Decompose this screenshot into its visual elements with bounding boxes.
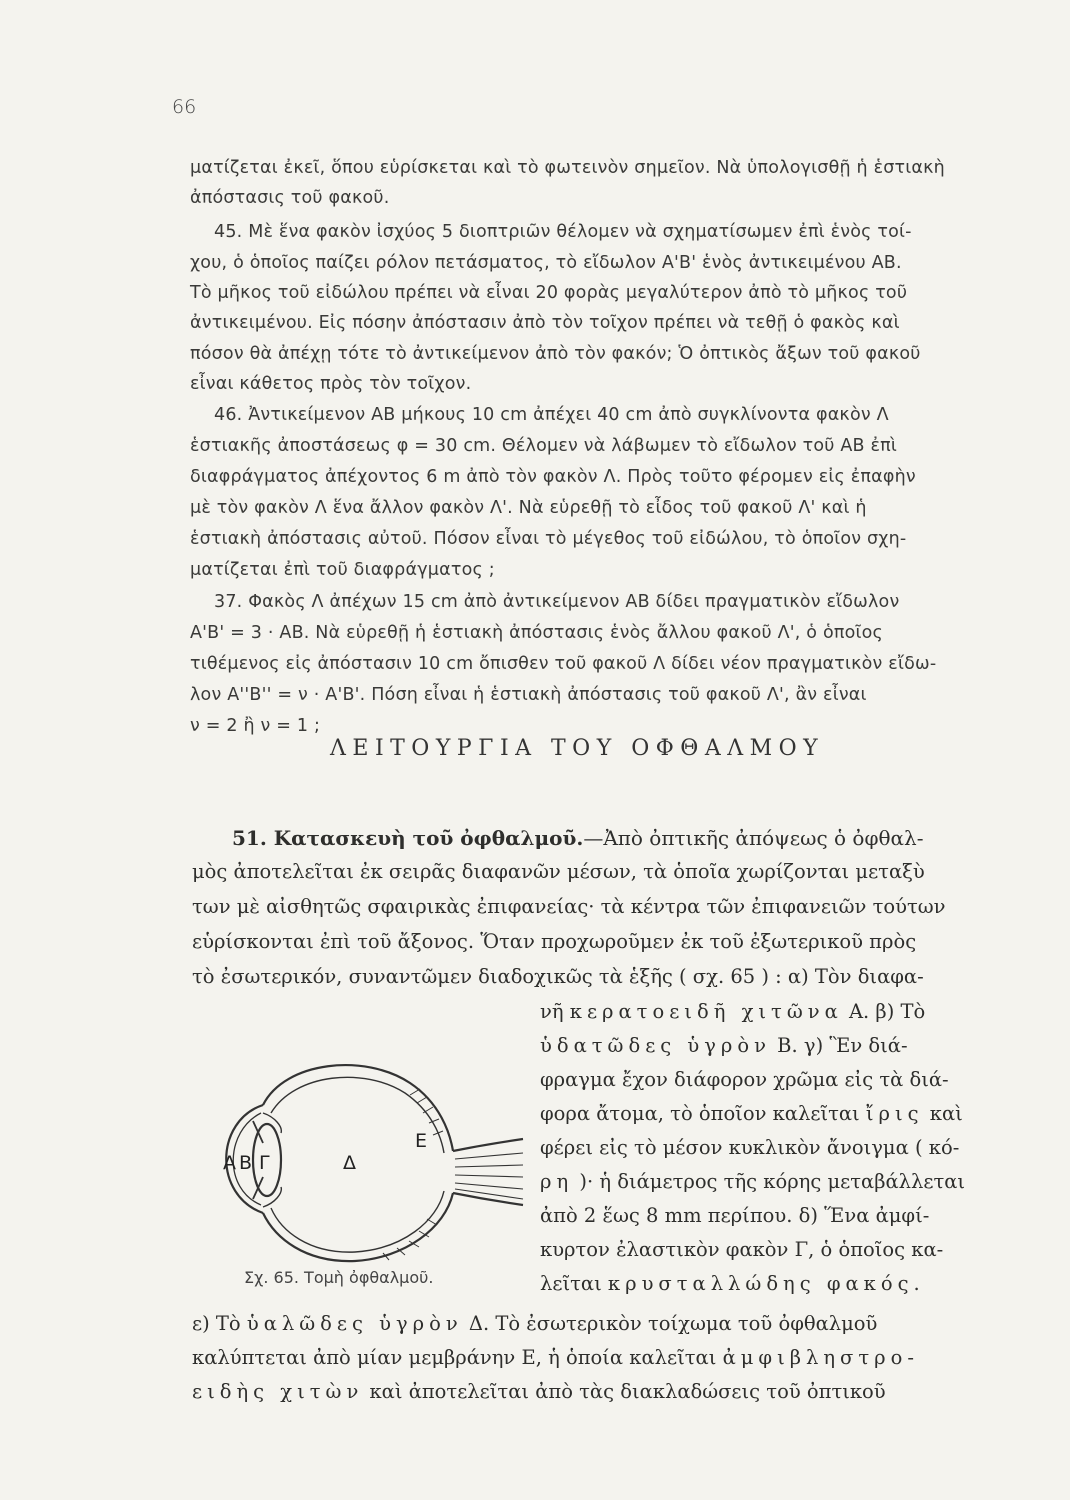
figure-caption: Σχ. 65. Τομὴ ὀφθαλμοῦ. [244, 1268, 434, 1287]
text-line: χου, ὁ ὁποῖος παίζει ρόλον πετάσματος, τὸ εἴδωλον Α'Β' ἑνὸς ἀντικειμένου ΑΒ. [190, 253, 902, 273]
text-line: εἶναι κάθετος πρὸς τὸν τοῖχον. [190, 374, 472, 394]
text-line: πόσον θὰ ἀπέχῃ τότε τὸ ἀντικείμενον ἀπὸ τὸν φακόν; Ὁ ὀπτικὸς ἄξων τοῦ φακοῦ [190, 344, 921, 364]
body-line: ἀπὸ 2 ἕως 8 mm περίπου. δ) Ἕνα ἀμφί- [540, 1204, 930, 1227]
body-line: τὸ ἐσωτερικόν, συναντῶμεν διαδοχικῶς τὰ ἑξῆς ( σχ. 65 ) : α) Τὸν διαφα- [192, 965, 924, 988]
term-pupil: ρη [540, 1170, 574, 1193]
body-line: φορα ἄτομα, τὸ ὁποῖον καλεῖται ἴρις καὶ [540, 1102, 963, 1125]
body-line: κυρτον ἐλαστικὸν φακὸν Γ, ὁ ὁποῖος κα- [540, 1238, 944, 1261]
text-line: ἀπόστασις τοῦ φακοῦ. [190, 188, 390, 208]
body-line: εὑρίσκονται ἐπὶ τοῦ ἄξονος. Ὅταν προχωροῦμεν ἐκ τοῦ ἐξωτερικοῦ πρὸς [192, 930, 917, 953]
section-heading: ΛΕΙΤΟΥΡΓΙΑ ΤΟΥ ΟΦΘΑΛΜΟΥ [330, 736, 825, 761]
text-line: ν = 2 ἢ ν = 1 ; [190, 716, 321, 736]
text-line: ἑστιακὴ ἀπόστασις αὐτοῦ. Πόσον εἶναι τὸ μέγεθος τοῦ εἰδώλου, τὸ ὁποῖον σχη- [190, 529, 907, 549]
body-line: νῆ κερατοειδῆ χιτῶνα Α. β) Τὸ [540, 1000, 926, 1023]
term-retina: ἀμφιβληστρο- [722, 1346, 919, 1369]
body-line: ειδὴς χιτὼν καὶ ἀποτελεῖται ἀπὸ τὰς διακλαδώσεις τοῦ ὀπτικοῦ [192, 1380, 886, 1403]
body-line: των μὲ αἰσθητῶς σφαιρικὰς ἐπιφανείας· τὰ κέντρα τῶν ἐπιφανειῶν τούτων [192, 895, 946, 918]
text-line: Α'Β' = 3 · ΑΒ. Νὰ εὑρεθῇ ἡ ἑστιακὴ ἀπόστασις ἑνὸς ἄλλου φακοῦ Λ', ὁ ὁποῖος [190, 623, 884, 643]
optic-nerve-fibers [455, 1153, 523, 1199]
exercise-37: 37. Φακὸς Λ ἀπέχων 15 cm ἀπὸ ἀντικείμενον ΑΒ δίδει πραγματικὸν εἴδωλον [214, 592, 900, 612]
eye-cross-section-figure [205, 1043, 525, 1271]
section-title: 51. Κατασκευὴ τοῦ ὀφθαλμοῦ. [232, 826, 584, 850]
label-B: Β [239, 1152, 253, 1174]
term-aqueous: ὑδατῶδες ὑγρὸν [540, 1034, 771, 1057]
exercise-46: 46. Ἀντικείμενον ΑΒ μήκους 10 cm ἀπέχει 40 cm ἀπὸ συγκλίνοντα φακὸν Λ [214, 405, 889, 425]
text-line: Τὸ μῆκος τοῦ εἰδώλου πρέπει νὰ εἶναι 20 φορὰς μεγαλύτερον ἀπὸ τὸ μῆκος τοῦ [190, 283, 908, 303]
sclera-inner [271, 1077, 444, 1252]
sclera-outline [263, 1065, 453, 1261]
text-line: λον Α''Β'' = ν · Α'Β'. Πόση εἶναι ἡ ἑστιακὴ ἀπόστασις τοῦ φακοῦ Λ', ἂν εἶναι [190, 685, 867, 705]
retina-hatching [383, 1089, 443, 1260]
page-number: 66 [172, 96, 197, 118]
label-E: Ε [415, 1130, 428, 1152]
body-line: φραγμα ἔχον διάφορον χρῶμα εἰς τὰ διά- [540, 1068, 949, 1091]
body-line: μὸς ἀποτελεῖται ἐκ σειρᾶς διαφανῶν μέσων, τὰ ὁποῖα χωρίζονται μεταξὺ [192, 860, 925, 883]
term-vitreous: ὑαλῶδες ὑγρὸν [246, 1312, 463, 1335]
term-lens: κρυσταλλώδης φακός. [607, 1272, 925, 1295]
body-line: λεῖται κρυσταλλώδης φακός. [540, 1272, 925, 1295]
body-line: ε) Τὸ ὑαλῶδες ὑγρὸν Δ. Τὸ ἐσωτερικὸν τοίχωμα τοῦ ὀφθαλμοῦ [192, 1312, 878, 1335]
term-retina-cont: ειδὴς χιτὼν [192, 1380, 364, 1403]
label-G: Γ [259, 1152, 270, 1174]
text-line: μὲ τὸν φακὸν Λ ἕνα ἄλλον φακὸν Λ'. Νὰ εὑρεθῇ τὸ εἶδος τοῦ φακοῦ Λ' καὶ ἡ [190, 498, 867, 518]
label-A: Α [223, 1152, 236, 1174]
section-intro: 51. Κατασκευὴ τοῦ ὀφθαλμοῦ.—Ἀπὸ ὀπτικῆς ἀπόψεως ὁ ὀφθαλ- [232, 826, 924, 850]
text-line: διαφράγματος ἀπέχοντος 6 m ἀπὸ τὸν φακὸν Λ. Πρὸς τοῦτο φέρομεν εἰς ἐπαφὴν [190, 467, 916, 487]
body-line: ρη )· ἡ διάμετρος τῆς κόρης μεταβάλλεται [540, 1170, 966, 1193]
body-line: ὑδατῶδες ὑγρὸν Β. γ) Ἓν διά- [540, 1034, 908, 1057]
exercise-45: 45. Μὲ ἕνα φακὸν ἰσχύος 5 διοπτριῶν θέλομεν νὰ σχηματίσωμεν ἐπὶ ἑνὸς τοί- [214, 222, 912, 242]
text-line: ἑστιακῆς ἀποστάσεως φ = 30 cm. Θέλομεν νὰ λάβωμεν τὸ εἴδωλον τοῦ ΑΒ ἐπὶ [190, 436, 898, 456]
text-line: τιθέμενος εἰς ἀπόστασιν 10 cm ὄπισθεν τοῦ φακοῦ Λ δίδει νέον πραγματικὸν εἴδω- [190, 654, 937, 674]
term-iris: ἴρις [865, 1102, 924, 1125]
term-cornea: κερατοειδῆ χιτῶνα [569, 1000, 843, 1023]
text-line: ματίζεται ἐκεῖ, ὅπου εὑρίσκεται καὶ τὸ φωτεινὸν σημεῖον. Νὰ ὑπολογισθῇ ἡ ἑστιακὴ [190, 158, 945, 178]
body-line: φέρει εἰς τὸ μέσον κυκλικὸν ἄνοιγμα ( κό- [540, 1136, 960, 1159]
label-D: Δ [343, 1152, 356, 1174]
text-line: ἀντικειμένου. Εἰς πόσην ἀπόστασιν ἀπὸ τὸν τοῖχον πρέπει νὰ τεθῇ ὁ φακὸς καὶ [190, 313, 900, 333]
optic-nerve [453, 1139, 523, 1205]
body-line: καλύπτεται ἀπὸ μίαν μεμβράνην Ε, ἡ ὁποία καλεῖται ἀμφιβληστρο- [192, 1346, 919, 1369]
text-line: ματίζεται ἐπὶ τοῦ διαφράγματος ; [190, 560, 495, 580]
